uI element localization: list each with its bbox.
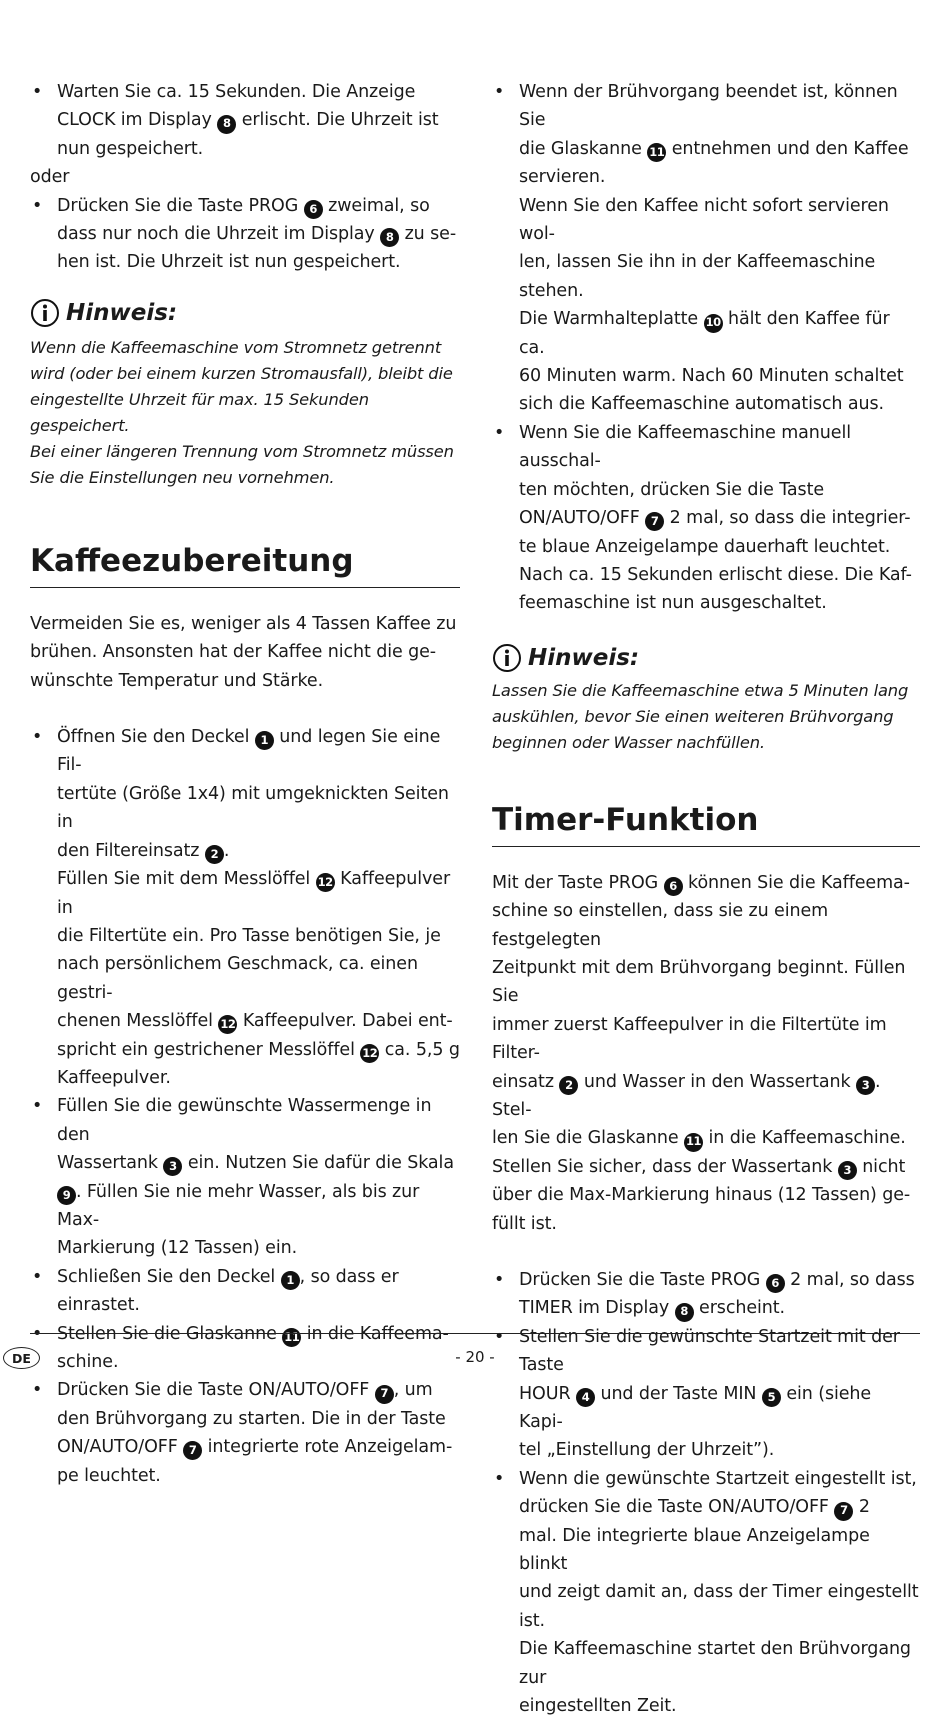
info-icon xyxy=(30,298,60,328)
ref-number-10: 10 xyxy=(704,314,723,333)
ref-number-12: 12 xyxy=(218,1015,237,1034)
ref-number-2: 2 xyxy=(559,1076,578,1095)
right-column xyxy=(492,78,920,1721)
ref-number-7: 7 xyxy=(834,1502,853,1521)
ref-number-12: 12 xyxy=(360,1044,379,1063)
ref-number-2: 2 xyxy=(205,845,224,864)
info-icon xyxy=(492,643,522,673)
note-heading: Hinweis: xyxy=(492,640,920,676)
ref-number-7: 7 xyxy=(645,512,664,531)
list-item: • Stellen Sie die gewünschte Startzeit mit der Taste HOUR 4 und der Taste MIN 5 ein (siehe Kapi- tel „Einstellung der Uhrzeit”). xyxy=(492,1323,920,1465)
brewing-steps-list xyxy=(30,723,460,1490)
ref-number-4: 4 xyxy=(576,1388,595,1407)
language-badge: DE xyxy=(3,1347,40,1369)
ref-number-12: 12 xyxy=(316,873,335,892)
ref-number-5: 5 xyxy=(762,1388,781,1407)
note-heading: Hinweis: xyxy=(30,295,460,331)
page-number: - 20 - xyxy=(455,1348,495,1366)
ref-number-8: 8 xyxy=(217,115,236,134)
ref-number-3: 3 xyxy=(838,1161,857,1180)
list-item: • Drücken Sie die Taste ON/AUTO/OFF 7 , um den Brühvorgang zu starten. Die in der Taste ON/AUTO/OFF 7 integrierte rote Anzeigelam- pe leuchtet. xyxy=(30,1376,460,1490)
intro-paragraph: Vermeiden Sie es, weniger als 4 Tassen Kaffee zu brühen. Ansonsten hat der Kaffee nicht die ge- wünschte Temperatur und Stärke. xyxy=(30,613,457,691)
ref-number-3: 3 xyxy=(163,1157,182,1176)
note-text: Lassen Sie die Kaffeemaschine etwa 5 Minuten lang auskühlen, bevor Sie einen weiteren Brühvorgang beginnen oder Wasser nachfüllen. xyxy=(492,680,909,752)
ref-number-6: 6 xyxy=(664,877,683,896)
section-heading: Timer-Funktion xyxy=(492,800,920,847)
oder-text: oder xyxy=(30,167,70,188)
section-heading: Kaffeezubereitung xyxy=(30,541,460,588)
list-item: • Wenn der Brühvorgang beendet ist, können Sie die Glaskanne 11 entnehmen und den Kaffee servieren. Wenn Sie den Kaffee nicht sofort servieren wol- len, lassen Sie ihn in der Kaffeemaschine stehen. Die Warmhalteplatte 10 hält den Kaffee für ca. 60 Minuten warm. Nach 60 Minuten schaltet sich die Kaffeemaschine automatisch aus. xyxy=(492,78,920,419)
ref-number-6: 6 xyxy=(766,1274,785,1293)
list-item: • Warten Sie ca. 15 Sekunden. Die Anzeige CLOCK im Display 8 erlischt. Die Uhrzeit ist nun gespeichert. xyxy=(30,78,460,163)
clock-steps-list xyxy=(30,78,460,163)
ref-number-8: 8 xyxy=(380,228,399,247)
list-item: • Drücken Sie die Taste PROG 6 2 mal, so dass TIMER im Display 8 erscheint. xyxy=(492,1266,920,1323)
left-column xyxy=(30,78,460,1490)
list-item: • Drücken Sie die Taste PROG 6 zweimal, so dass nur noch die Uhrzeit im Display 8 zu se- hen ist. Die Uhrzeit ist nun gespeichert. xyxy=(30,192,460,277)
ref-number-8: 8 xyxy=(675,1303,694,1322)
ref-number-11: 11 xyxy=(282,1328,301,1347)
ref-number-7: 7 xyxy=(375,1385,394,1404)
ref-number-6: 6 xyxy=(304,200,323,219)
finish-steps-list xyxy=(492,78,920,618)
ref-number-11: 11 xyxy=(647,143,666,162)
footer-divider xyxy=(30,1333,920,1334)
list-item: • Füllen Sie die gewünschte Wassermenge in den Wassertank 3 ein. Nutzen Sie dafür die Skala 9 . Füllen Sie nie mehr Wasser, als bis zur Max- Markierung (12 Tassen) ein. xyxy=(30,1092,460,1262)
note-text: Wenn die Kaffeemaschine vom Stromnetz getrennt wird (oder bei einem kurzen Stromausfall), bleibt die eingestellte Uhrzeit für max. 15 Sekunden gespeichert. Bei einer längeren Trennung vom Stromnetz müssen Sie die Einstellungen neu vornehmen. xyxy=(30,337,454,487)
list-item: • Schließen Sie den Deckel 1 , so dass er einrastet. xyxy=(30,1263,460,1320)
ref-number-11: 11 xyxy=(684,1133,703,1152)
intro-paragraph: Mit der Taste PROG 6 können Sie die Kaffeema- schine so einstellen, dass sie zu einem festgelegten Zeitpunkt mit dem Brühvorgang beginnt. Füllen Sie immer zuerst Kaffeepulver in die Filtertüte im Filter- einsatz 2 und Wasser in den Wassertank 3 . Stel- len Sie die Glaskanne 11 in die Kaffeemaschine. Stellen Sie sicher, dass der Wassertank 3 nicht über die Max-Markierung hinaus (12 Tassen) ge- füllt ist. xyxy=(492,872,911,1234)
list-item: • Öffnen Sie den Deckel 1 und legen Sie eine Fil- tertüte (Größe 1x4) mit umgeknickten Seiten in den Filtereinsatz 2 . Füllen Sie mit dem Messlöffel 12 Kaffeepulver in die Filtertüte ein. Pro Tasse benötigen Sie, je nach persönlichem Geschmack, ca. einen gestri- chenen Messlöffel 12 Kaffeepulver. Dabei ent- spricht ein gestrichener Messlöffel 12 ca. 5,5 g Kaffeepulver. xyxy=(30,723,460,1092)
ref-number-1: 1 xyxy=(281,1271,300,1290)
ref-number-1: 1 xyxy=(255,731,274,750)
ref-number-7: 7 xyxy=(183,1441,202,1460)
clock-steps-list-2 xyxy=(30,192,460,277)
ref-number-3: 3 xyxy=(856,1076,875,1095)
ref-number-9: 9 xyxy=(57,1186,76,1205)
timer-steps-list xyxy=(492,1266,920,1721)
list-item: • Wenn Sie die Kaffeemaschine manuell ausschal- ten möchten, drücken Sie die Taste ON/AUTO/OFF 7 2 mal, so dass die integrier- te blaue Anzeigelampe dauerhaft leuchtet. Nach ca. 15 Sekunden erlischt diese. Die Kaf- feemaschine ist nun ausgeschaltet. xyxy=(492,419,920,618)
list-item: • Stellen Sie die Glaskanne 11 in die Kaffeema- schine. xyxy=(30,1320,460,1377)
list-item: • Wenn die gewünschte Startzeit eingestellt ist, drücken Sie die Taste ON/AUTO/OFF 7 2 mal. Die integrierte blaue Anzeigelampe blinkt und zeigt damit an, dass der Timer eingestellt ist. Die Kaffeemaschine startet den Brühvorgang zur eingestellten Zeit. xyxy=(492,1465,920,1721)
